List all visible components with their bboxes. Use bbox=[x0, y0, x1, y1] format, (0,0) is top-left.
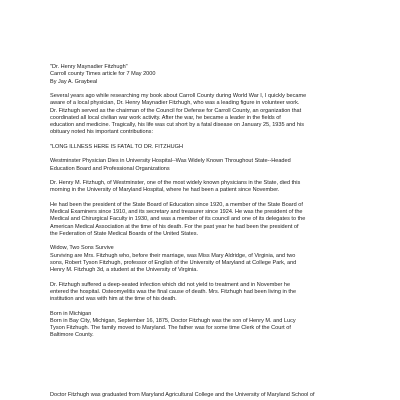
text-line: Surviving are Mrs. Fitzhugh who, before their marriage, was Miss Mary Aldridge, of Virginia, and two bbox=[50, 252, 296, 259]
text-line: aware of a local physician, Dr. Henry Maynadier Fitzhugh, who was a leading figure in volunteer work. bbox=[50, 100, 300, 107]
cut-off-line bbox=[50, 392, 364, 400]
text-line: Tyson Fitzhugh. The family moved to Maryland. The father was for some time Clerk of the Court of bbox=[50, 325, 291, 331]
text-line: the Federation of State Medical Boards of the United States. bbox=[50, 230, 199, 237]
text-line: Westminster Physician Dies in University Hospital--Was Widely Known Throughout State--Headed bbox=[50, 158, 291, 165]
article-content bbox=[50, 64, 364, 347]
article-paragraph bbox=[50, 311, 364, 340]
text-line: Born in Bay City, Michigan, September 16, 1875, Doctor Fitzhugh was the son of Henry M. and Lucy bbox=[50, 317, 296, 324]
text-line: Medical and Chirurgical Faculty in 1930, and was a member of its council and one of its delegates to the bbox=[50, 216, 306, 223]
article-body bbox=[50, 93, 364, 340]
article-paragraph bbox=[50, 180, 364, 195]
article-header bbox=[50, 64, 364, 86]
text-line: Dr. Henry M. Fitzhugh, of Westminster, one of the most widely known physicians in the State, died this bbox=[50, 180, 301, 186]
text-line: sons, Robert Tyson Fitzhugh, professor of English of the University of Maryland at College Park, and bbox=[50, 259, 297, 266]
text-line: institution and was with him at the time of his death. bbox=[50, 296, 177, 302]
text-line: Henry M. Fitzhugh 3d, a student at the University of Virginia. bbox=[50, 267, 198, 273]
text-line: He had been the president of the State Board of Education since 1920, a member of the State Board of bbox=[50, 201, 303, 208]
text-line: Dr. Fitzhugh served as the chairman of the Council for Defense for Carroll County, an organization that bbox=[50, 107, 302, 114]
text-line: "LONG ILLNESS HERE IS FATAL TO DR. FITZHUGH bbox=[50, 143, 183, 150]
article-title: "Dr. Henry Maynadier Fitzhugh" bbox=[50, 64, 128, 70]
text-line: Several years ago while researching my book about Carroll County during World War I, I quickly became bbox=[50, 93, 307, 99]
article-paragraph bbox=[50, 245, 364, 274]
text-line: entered the hospital. Osteomyelitis was the final cause of death. Mrs. Fitzhugh had been living in the bbox=[50, 288, 297, 295]
article-paragraph bbox=[50, 282, 364, 304]
article-byline: By Jay A. Graybeal bbox=[50, 78, 98, 85]
text-line: Born in Michigan bbox=[50, 310, 92, 317]
text-line: Widow, Two Sons Survive bbox=[50, 245, 114, 252]
article-paragraph bbox=[50, 202, 364, 238]
article-paragraph bbox=[50, 93, 364, 137]
text-line: coordinated all local civilian war work activity. After the war, he became a leader in the fields of bbox=[50, 114, 281, 121]
text-line: education and medicine. Tragically, his life was cut short by a fatal disease on January 25, 1935 and his bbox=[50, 122, 304, 128]
text-line: obituary noted his important contributions: bbox=[50, 129, 153, 136]
text-line: Dr. Fitzhugh suffered a deep-seated infection which did not yield to treatment and in November he bbox=[50, 281, 291, 288]
text-line: Medical Examiners since 1910, and its secretary and treasurer since 1924. He was the president of the bbox=[50, 209, 303, 215]
text-line: American Medical Association at the time of his death. For the past year he had been the president of bbox=[50, 223, 299, 230]
article-paragraph bbox=[50, 158, 364, 173]
text-line: Baltimore County. bbox=[50, 332, 94, 339]
text-line: morning in the University of Maryland Hospital, where he had been a patient since November. bbox=[50, 187, 280, 194]
article-source: Carroll county Times article for 7 May 2000 bbox=[50, 71, 156, 78]
text-line: Education Board and Professional Organizations bbox=[50, 165, 170, 172]
article-paragraph bbox=[50, 144, 364, 151]
cut-off-text: Doctor Fitzhugh was graduated from Maryland Agricultural College and the University of Maryland School of bbox=[50, 392, 315, 398]
